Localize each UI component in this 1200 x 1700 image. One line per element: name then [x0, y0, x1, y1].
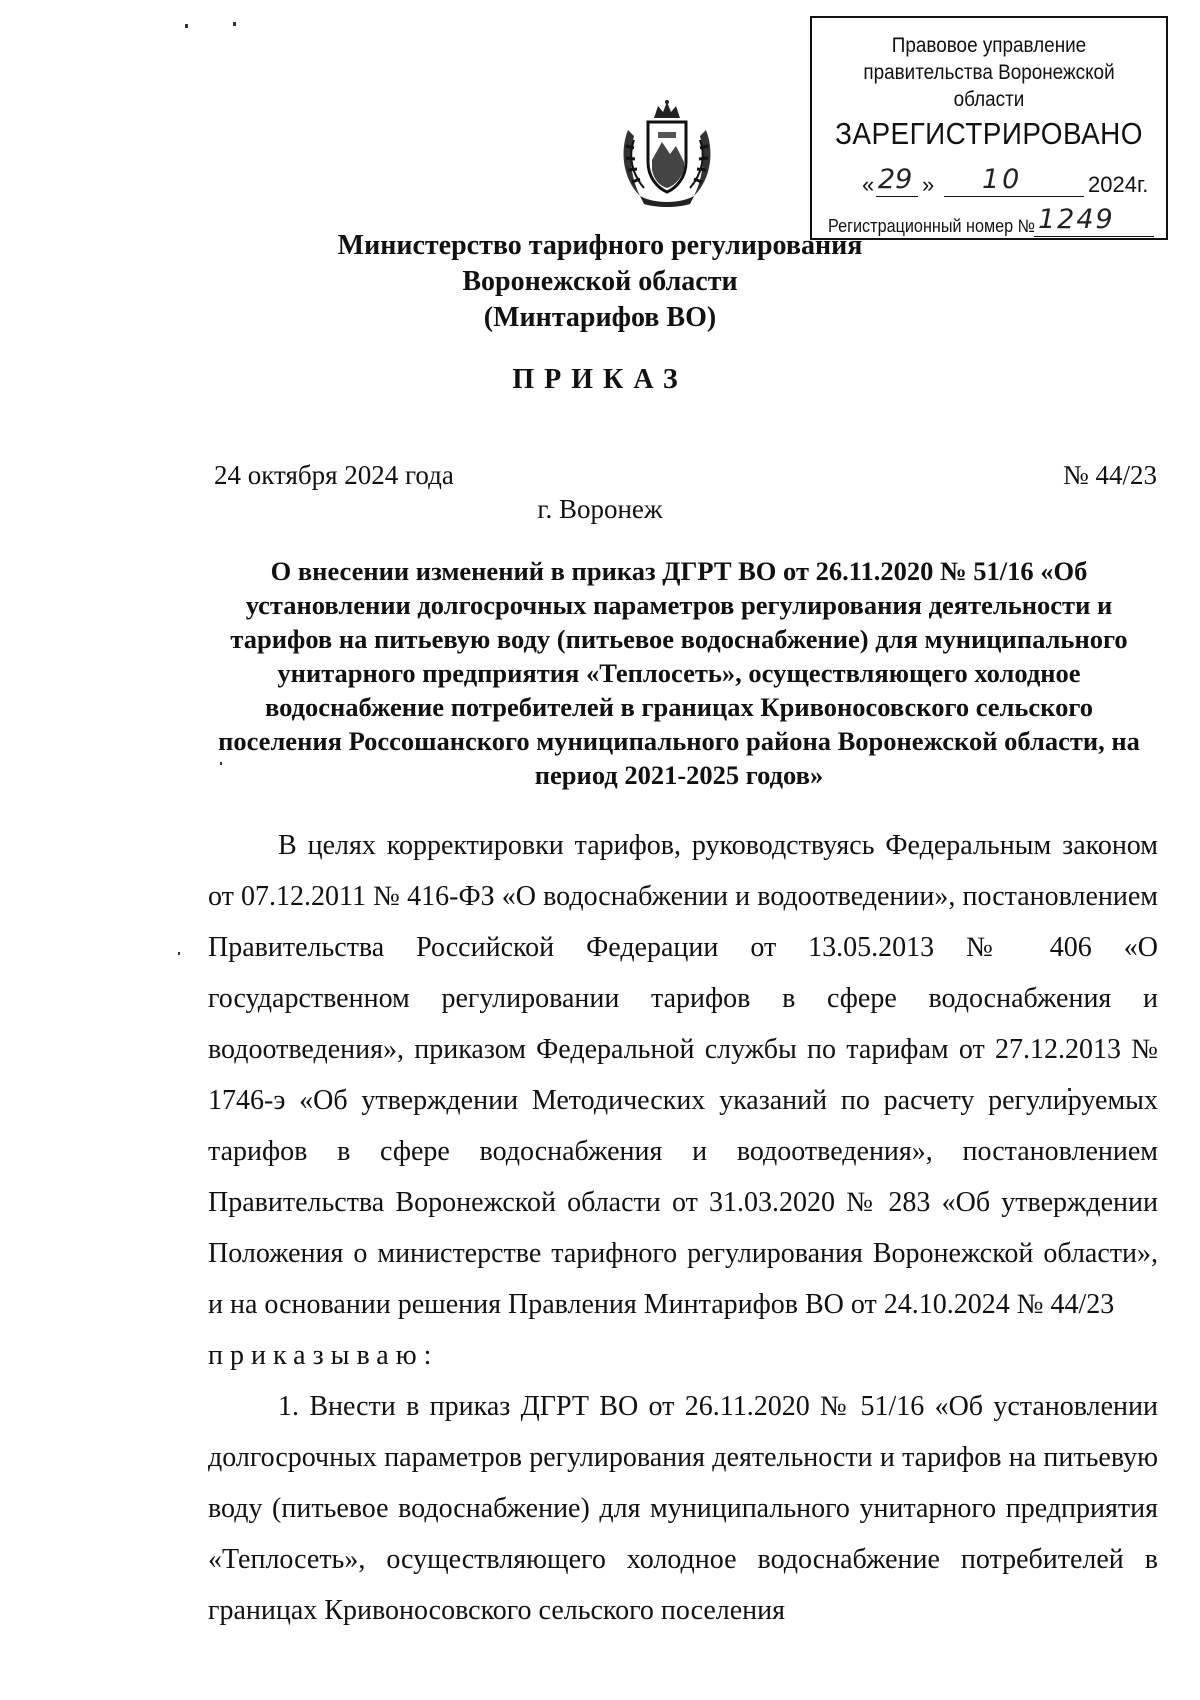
stamp-day-underline [876, 196, 918, 197]
stamp-reg-number: 1249 [1038, 204, 1115, 235]
order-heading: О внесении изменений в приказ ДГРТ ВО от 26.11.2020 № 51/16 «Об установлении долгосрочных параметров регулирования деятельности и тарифов на питьевую воду (питьевое водоснабжение) для муниципального унитарного предприятия «Теплосеть», осуществляющего холодное водоснабжение потребителей в границах Кривоносовского сельского поселения Россошанского муниципального района Воронежской области, на период 2021-2025 годов» [218, 556, 1140, 790]
preamble-paragraph: В целях корректировки тарифов, руководствуясь Федеральным законом от 07.12.2011 № 416-ФЗ «О водоснабжении и водоотведении», постановлением Правительства Российской Федерации от 13.05.2013 № 406 «О государственном регулировании тарифов в сфере водоснабжения и водоотведения», приказом Федеральной службы по тарифам от 27.12.2013 № 1746-э «Об утверждении Методических указаний по расчету регулируемых тарифов в сфере водоснабжения и водоотведения», постановлением Правительства Воронежской области от 31.03.2020 № 283 «Об утверждении Положения о министерстве тарифного регулирования Воронежской области», и на основании решения Правления Минтарифов ВО от 24.10.2024 № 44/23 [208, 830, 1158, 1320]
scan-speck [178, 952, 180, 955]
registration-stamp [810, 16, 1168, 240]
stamp-month-underline [944, 196, 1084, 197]
ministry-line-2: Воронежской области [462, 266, 738, 297]
stamp-reg-label: Регистрационный номер № [828, 216, 1036, 236]
stamp-quote-open: « [862, 172, 875, 197]
order-body [208, 820, 1158, 1636]
stamp-quote-close: » [922, 172, 935, 197]
ministry-line-1: Министерство тарифного регулирования [337, 230, 863, 261]
coat-of-arms-icon [618, 100, 716, 208]
ministry-line-3: (Минтарифов ВО) [483, 302, 717, 333]
scan-speck [233, 22, 236, 26]
stamp-registered: ЗАРЕГИСТРИРОВАНО [835, 116, 1143, 151]
stamp-reg-underline [1034, 236, 1154, 237]
order-date: 24 октября 2024 года [214, 460, 454, 490]
stamp-day: 29 [878, 164, 913, 195]
stamp-date [852, 164, 1149, 200]
item-1-paragraph: 1. Внести в приказ ДГРТ ВО от 26.11.2020 № 51/16 «Об установлении долгосрочных параметров регулирования деятельности и тарифов на питьевую воду (питьевое водоснабжение) для муниципального унитарного предприятия «Теплосеть», осуществляющего холодное водоснабжение потребителей в границах Кривоносовского сельского поселения [208, 1391, 1158, 1626]
ministry-name [300, 228, 900, 336]
doc-type-title: ПРИКАЗ [512, 364, 688, 395]
scan-speck [185, 24, 188, 28]
order-number: № 44/23 [1062, 460, 1157, 490]
stamp-year: 2024г. [1088, 172, 1149, 197]
stamp-org: Правовое управление правительства Воронежской области [863, 34, 1115, 111]
stamp-month: 10 [982, 164, 1023, 195]
order-city: г. Воронеж [537, 494, 663, 524]
decree-word: приказываю: [208, 1340, 439, 1371]
